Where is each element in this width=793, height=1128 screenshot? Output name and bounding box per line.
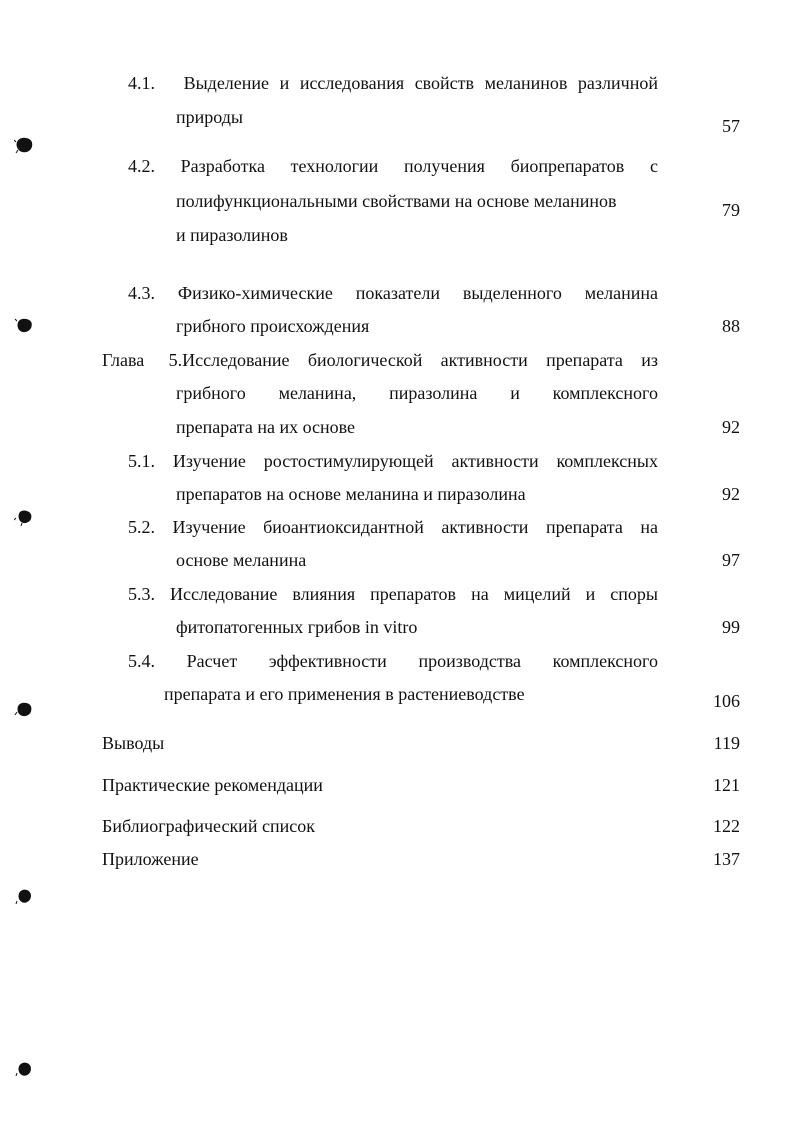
scan-blot-icon xyxy=(14,700,34,718)
toc-entry-4-3-line-1: 4.3. Физико-химические показатели выделенного меланина xyxy=(128,283,658,303)
toc-entry-4-1-line-2: природы xyxy=(176,107,243,127)
toc-entry-4-2-line-1: 4.2. Разработка технологии получения биопрепаратов с xyxy=(128,156,658,176)
toc-entry-5-1-line-1: 5.1. Изучение ростостимулирующей активности комплексных xyxy=(128,451,658,471)
toc-entry-5-4-line-1: 5.4. Расчет эффективности производства комплексного xyxy=(128,651,658,671)
toc-page-5-4: 106 xyxy=(713,691,740,711)
toc-entry-practical-recommendations: Практические рекомендации xyxy=(102,775,323,795)
toc-page-conclusions: 119 xyxy=(713,733,740,753)
toc-entry-4-2-line-3: и пиразолинов xyxy=(176,225,288,245)
toc-page-4-2: 79 xyxy=(722,200,740,220)
scan-blot-icon xyxy=(14,1060,34,1078)
scan-blot-icon xyxy=(14,136,34,154)
toc-entry-4-3-line-2: грибного происхождения xyxy=(176,316,370,336)
toc-entry-4-2-line-2: полифункциональными свойствами на основе меланинов xyxy=(176,191,617,211)
toc-entry-5-2-line-1: 5.2. Изучение биоантиоксидантной активности препарата на xyxy=(128,517,658,537)
toc-entry-5-2-line-2: основе меланина xyxy=(176,550,307,570)
toc-page-chapter-5: 92 xyxy=(722,417,740,437)
toc-page-practical-recommendations: 121 xyxy=(713,775,740,795)
toc-entry-chapter-5-line-2: грибного меланина, пиразолина и комплексного xyxy=(176,383,658,403)
toc-entry-appendix: Приложение xyxy=(102,849,199,869)
toc-entry-4-1-line-1: 4.1. Выделение и исследования свойств меланинов различной xyxy=(128,73,658,93)
toc-entry-5-1-line-2: препаратов на основе меланина и пиразолина xyxy=(176,484,526,504)
toc-page-appendix: 137 xyxy=(713,849,740,869)
scan-blot-icon xyxy=(14,508,34,526)
toc-page-bibliography: 122 xyxy=(713,816,740,836)
toc-page-4-1: 57 xyxy=(722,116,740,136)
toc-page-5-3: 99 xyxy=(722,617,740,637)
toc-page-5-2: 97 xyxy=(722,550,740,570)
toc-entry-5-3-line-2: фитопатогенных грибов in vitro xyxy=(176,617,418,637)
toc-entry-bibliography: Библиографический список xyxy=(102,816,315,836)
toc-entry-5-4-line-2: препарата и его применения в растениеводстве xyxy=(164,684,525,704)
scan-blot-icon xyxy=(14,316,34,334)
toc-entry-chapter-5-line-1: Глава 5.Исследование биологической активности препарата из xyxy=(102,350,658,370)
scan-blot-icon xyxy=(14,887,34,905)
toc-entry-5-3-line-1: 5.3. Исследование влияния препаратов на мицелий и споры xyxy=(128,584,658,604)
toc-page-5-1: 92 xyxy=(722,484,740,504)
toc-entry-chapter-5-line-3: препарата на их основе xyxy=(176,417,356,437)
toc-entry-conclusions: Выводы xyxy=(102,733,165,753)
toc-page-4-3: 88 xyxy=(722,316,740,336)
